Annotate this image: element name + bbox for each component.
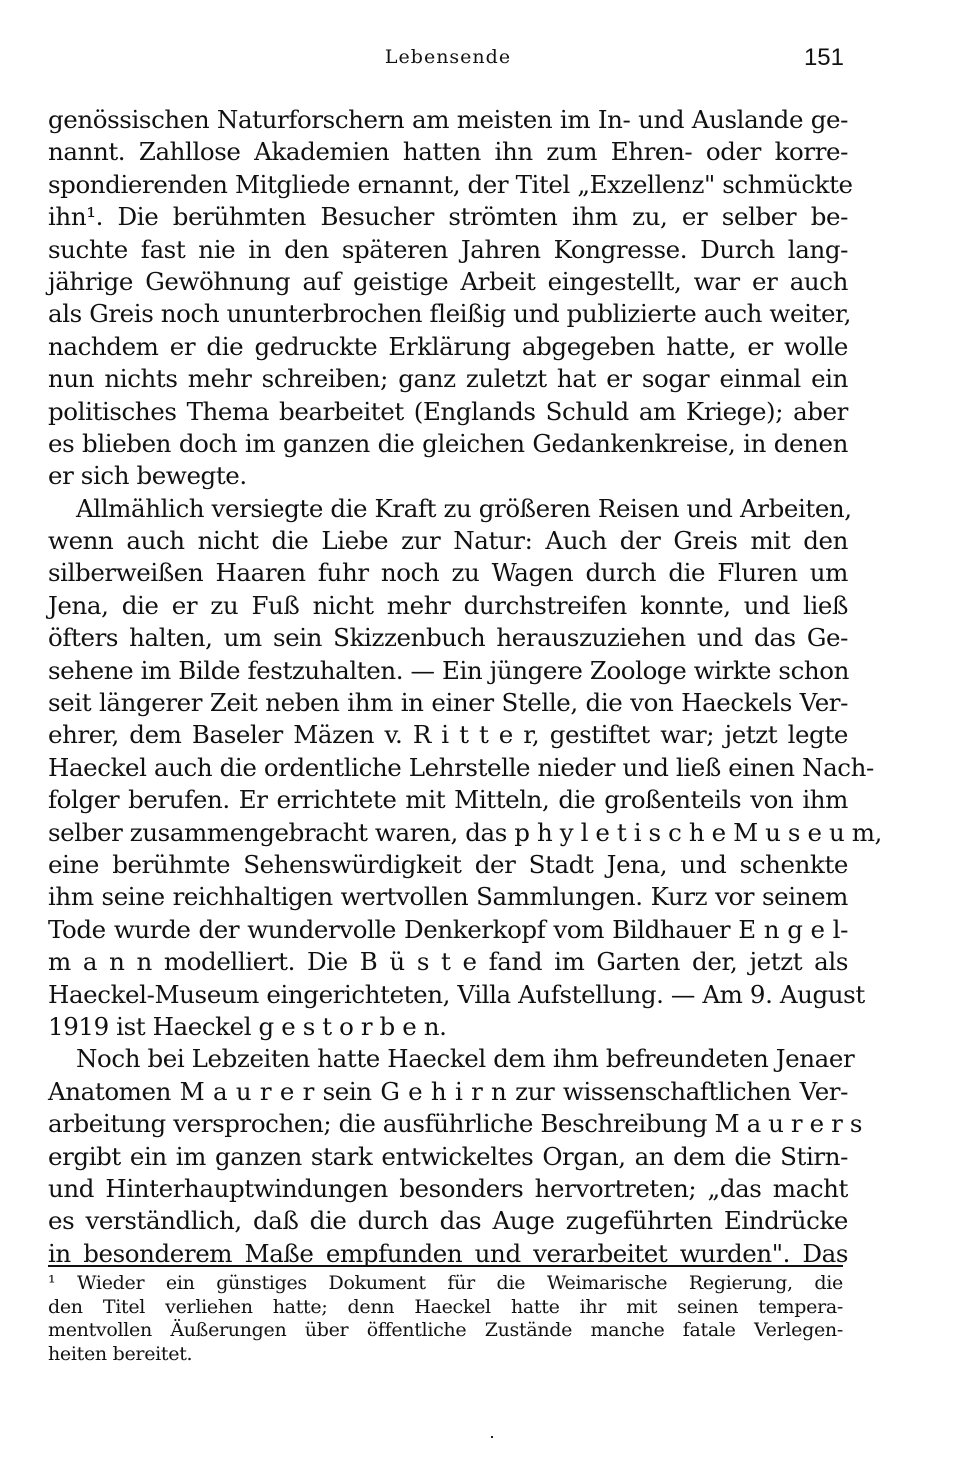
text-line: spondierenden Mitgliede ernannt, der Titel „Exzellenz" schmückte (48, 169, 853, 199)
text-line: es blieben doch im ganzen die gleichen Gedankenkreise, in denen (48, 428, 848, 458)
text-line: jährige Gewöhnung auf geistige Arbeit eingestellt, war er auch (48, 266, 848, 296)
page-number: 151 (803, 44, 844, 71)
text-line: politisches Thema bearbeitet (Englands Schuld am Kriege); aber (48, 396, 848, 426)
footnote-line: den Titel verliehen hatte; denn Haeckel hatte ihr mit seinen tempera- (48, 1295, 843, 1318)
text-line: genössischen Naturforschern am meisten im In- und Auslande ge- (48, 105, 848, 134)
text-line: Haeckel-Museum eingerichteten, Villa Aufstellung. — Am 9. August (48, 979, 865, 1009)
text-line: arbeitung versprochen; die ausführliche Beschreibung M a u r e r s (48, 1109, 862, 1139)
text-line-with-footnote-ref: ihn¹. Die berühmten Besucher strömten ihm zu, er selber be- (48, 202, 848, 232)
footnote-line: mentvollen Äußerungen über öffentliche Zustände manche fatale Verlegen- (48, 1319, 843, 1342)
footnote-line: heiten bereitet. (48, 1342, 193, 1365)
footnote-divider (48, 1265, 843, 1267)
scan-speck (491, 1436, 493, 1438)
text-line: selber zusammengebracht waren, das p h y l e t i s c h e M u s e u m, (48, 817, 882, 847)
text-line: öfters halten, um sein Skizzenbuch herauszuziehen und das Ge- (48, 623, 848, 653)
running-head (48, 46, 848, 76)
running-title: Lebensende (384, 46, 512, 68)
text-line: suchte fast nie in den späteren Jahren Kongresse. Durch lang- (48, 234, 848, 264)
text-line: es verständlich, daß die durch das Auge zugeführten Eindrücke (48, 1206, 848, 1236)
text-line: sehene im Bilde festzuhalten. — Ein jüngere Zoologe wirkte schon (48, 655, 850, 685)
text-line: ehrer, dem Baseler Mäzen v. R i t t e r, gestiftet war; jetzt legte (48, 720, 848, 750)
text-line: wenn auch nicht die Liebe zur Natur: Auch der Greis mit den (48, 526, 848, 556)
text-line: in besonderem Maße empfunden und verarbeitet wurden". Das (48, 1238, 848, 1268)
text-line: ergibt ein im ganzen stark entwickeltes Organ, an dem die Stirn- (48, 1141, 848, 1171)
footnote-line: ¹ Wieder ein günstiges Dokument für die Weimarische Regierung, die (48, 1272, 843, 1294)
paragraph-start-line: Allmählich versiegte die Kraft zu größeren Reisen und Arbeiten, (76, 493, 852, 523)
text-line: nachdem er die gedruckte Erklärung abgegeben hatte, er wolle (48, 331, 848, 361)
text-line: folger berufen. Er errichtete mit Mitteln, die großenteils von ihm (48, 785, 848, 815)
text-line: nun nichts mehr schreiben; ganz zuletzt hat er sogar einmal ein (48, 364, 848, 394)
text-line: Tode wurde der wundervolle Denkerkopf vom Bildhauer E n g e l- (48, 914, 848, 944)
body-text (48, 104, 882, 1270)
text-line: Anatomen M a u r e r sein G e h i r n zur wissenschaftlichen Ver- (48, 1076, 848, 1106)
text-line: er sich bewegte. (48, 461, 247, 491)
text-line: als Greis noch ununterbrochen fleißig und publizierte auch weiter, (48, 299, 852, 329)
text-line: eine berühmte Sehenswürdigkeit der Stadt Jena, und schenkte (48, 849, 848, 879)
text-line: silberweißen Haaren fuhr noch zu Wagen durch die Fluren um (48, 558, 848, 588)
paragraph-start-line: Noch bei Lebzeiten hatte Haeckel dem ihm befreundeten Jenaer (76, 1044, 855, 1074)
footnote (48, 1272, 843, 1366)
text-line: seit längerer Zeit neben ihm in einer Stelle, die von Haeckels Ver- (48, 688, 848, 718)
text-line: Jena, die er zu Fuß nicht mehr durchstreifen konnte, und ließ (48, 590, 848, 620)
text-line: ihm seine reichhaltigen wertvollen Sammlungen. Kurz vor seinem (48, 882, 848, 912)
text-line: m a n n modelliert. Die B ü s t e fand im Garten der, jetzt als (48, 947, 848, 977)
text-line: 1919 ist Haeckel g e s t o r b e n. (48, 1011, 447, 1041)
text-line: nannt. Zahllose Akademien hatten ihn zum Ehren- oder korre- (48, 137, 848, 167)
text-line: und Hinterhauptwindungen besonders hervortreten; „das macht (48, 1173, 848, 1203)
text-line: Haeckel auch die ordentliche Lehrstelle nieder und ließ einen Nach- (48, 752, 874, 782)
